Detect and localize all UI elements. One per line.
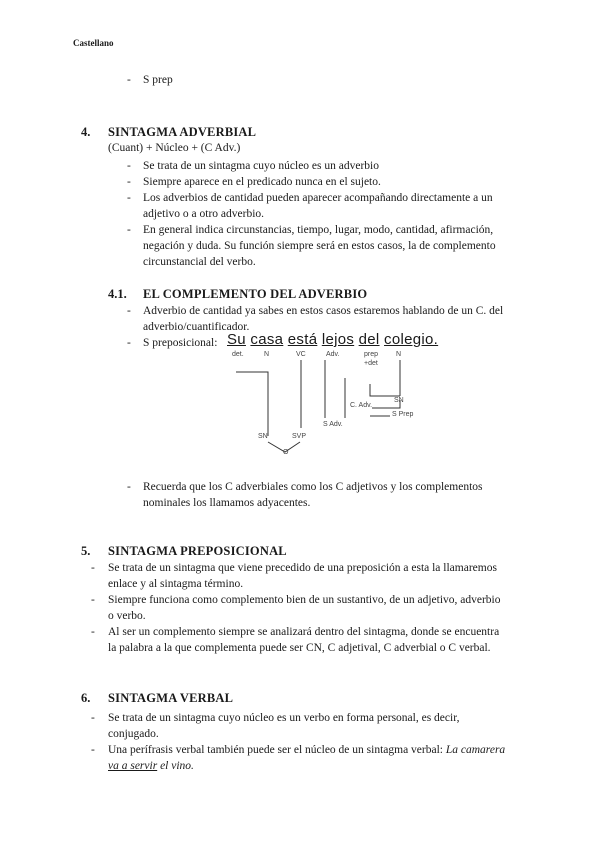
section-6-title: SINTAGMA VERBAL bbox=[108, 691, 234, 705]
bullet-dash: - bbox=[91, 744, 95, 756]
bullet-dash: - bbox=[127, 305, 131, 317]
item-text: Una perífrasis verbal también puede ser el núcleo de un sintagma verbal: bbox=[108, 744, 443, 756]
label-det: det. bbox=[232, 351, 244, 358]
bullet-dash: - bbox=[127, 192, 131, 204]
example-word: está bbox=[287, 331, 318, 348]
bullet-dash: - bbox=[127, 74, 131, 86]
label-s-prep: S Prep bbox=[392, 411, 414, 418]
label-prep: prep bbox=[364, 351, 379, 358]
example-text: La camarera bbox=[445, 744, 506, 756]
list-item-line: adverbio/cuantificador. bbox=[143, 321, 250, 333]
tree-line bbox=[236, 372, 268, 436]
list-item-line: nominales los llamamos adyacentes. bbox=[143, 497, 311, 509]
label-c-adv: C. Adv. bbox=[350, 402, 373, 409]
tree-line bbox=[370, 384, 400, 396]
section-6-item-2 bbox=[108, 742, 538, 758]
section-6-number: 6. bbox=[81, 691, 91, 705]
label-det2: +det bbox=[364, 360, 378, 367]
list-item-line: circunstancial del verbo. bbox=[143, 256, 256, 268]
list-item-line: Siempre aparece en el predicado nunca en el sujeto. bbox=[143, 176, 381, 188]
list-item-line: negación y duda. Su función siempre será en estos casos, la de complemento bbox=[143, 240, 496, 252]
section-41-number: 4.1. bbox=[108, 287, 127, 301]
bullet-dash: - bbox=[91, 562, 95, 574]
list-item-line: Adverbio de cantidad ya sabes en estos casos estaremos hablando de un C. del bbox=[143, 305, 504, 317]
example-word: lejos bbox=[321, 331, 355, 348]
example-label: S preposicional: bbox=[143, 337, 218, 349]
label-n1: N bbox=[264, 351, 270, 358]
bullet-dash: - bbox=[91, 594, 95, 606]
label-svp: SVP bbox=[292, 433, 307, 440]
section-41-title: EL COMPLEMENTO DEL ADVERBIO bbox=[143, 287, 368, 301]
bullet-dash: - bbox=[91, 626, 95, 638]
list-item-line: En general indica circunstancias, tiempo, lugar, modo, cantidad, afirmación, bbox=[143, 224, 494, 236]
section-4-title: SINTAGMA ADVERBIAL bbox=[108, 125, 257, 139]
list-item-line: enlace y al sintagma término. bbox=[108, 578, 244, 590]
bullet-dash: - bbox=[127, 160, 131, 172]
label-o: O bbox=[283, 449, 289, 456]
bullet-dash: - bbox=[127, 176, 131, 188]
list-item-line: Siempre funciona como complemento bien de un sustantivo, de un adjetivo, adverbio bbox=[108, 594, 501, 606]
label-n2: N bbox=[396, 351, 402, 358]
bullet-dash: - bbox=[127, 481, 131, 493]
example-verb-underlined: va a servir bbox=[108, 760, 158, 772]
example-text: el vino. bbox=[160, 760, 194, 772]
example-word: colegio. bbox=[384, 331, 439, 348]
list-item-line: Recuerda que los C adverbiales como los C adjetivos y los complementos bbox=[143, 481, 483, 493]
list-item-line: Los adverbios de cantidad pueden aparecer acompañando directamente a un bbox=[143, 192, 493, 204]
label-s-adv: S Adv. bbox=[323, 421, 343, 428]
list-item-line: o verbo. bbox=[108, 610, 146, 622]
list-item-line: Se trata de un sintagma cuyo núcleo es un adverbio bbox=[143, 160, 379, 172]
section-5-title: SINTAGMA PREPOSICIONAL bbox=[108, 544, 287, 558]
list-item-line: la palabra a la que complementa puede ser CN, C adjetival, C adverbial o C verbal. bbox=[108, 642, 491, 654]
list-item-line: Se trata de un sintagma que viene precedido de una preposición a esta la llamaremos bbox=[108, 562, 497, 574]
label-sn-inner: SN bbox=[394, 397, 404, 404]
list-item-line: Se trata de un sintagma cuyo núcleo es un verbo en forma personal, es decir, bbox=[108, 712, 460, 724]
top-item: S prep bbox=[143, 74, 173, 86]
label-vc: VC bbox=[296, 351, 306, 358]
label-sn: SN bbox=[258, 433, 268, 440]
bullet-dash: - bbox=[91, 712, 95, 724]
example-word: Su bbox=[227, 331, 246, 348]
bullet-dash: - bbox=[127, 224, 131, 236]
example-word: casa bbox=[250, 331, 284, 348]
section-4-number: 4. bbox=[81, 125, 91, 139]
section-5-number: 5. bbox=[81, 544, 91, 558]
section-4-formula: (Cuant) + Núcleo + (C Adv.) bbox=[108, 142, 241, 154]
list-item-line: conjugado. bbox=[108, 728, 159, 740]
section-6-item-2-line2 bbox=[108, 758, 194, 774]
example-word: del bbox=[358, 331, 380, 348]
page-header: Castellano bbox=[73, 38, 114, 48]
list-item-line: Al ser un complemento siempre se analizará dentro del sintagma, donde se encuentra bbox=[108, 626, 500, 638]
bullet-dash: - bbox=[127, 337, 131, 349]
label-adv: Adv. bbox=[326, 351, 340, 358]
list-item-line: adjetivo o a otro adverbio. bbox=[143, 208, 265, 220]
